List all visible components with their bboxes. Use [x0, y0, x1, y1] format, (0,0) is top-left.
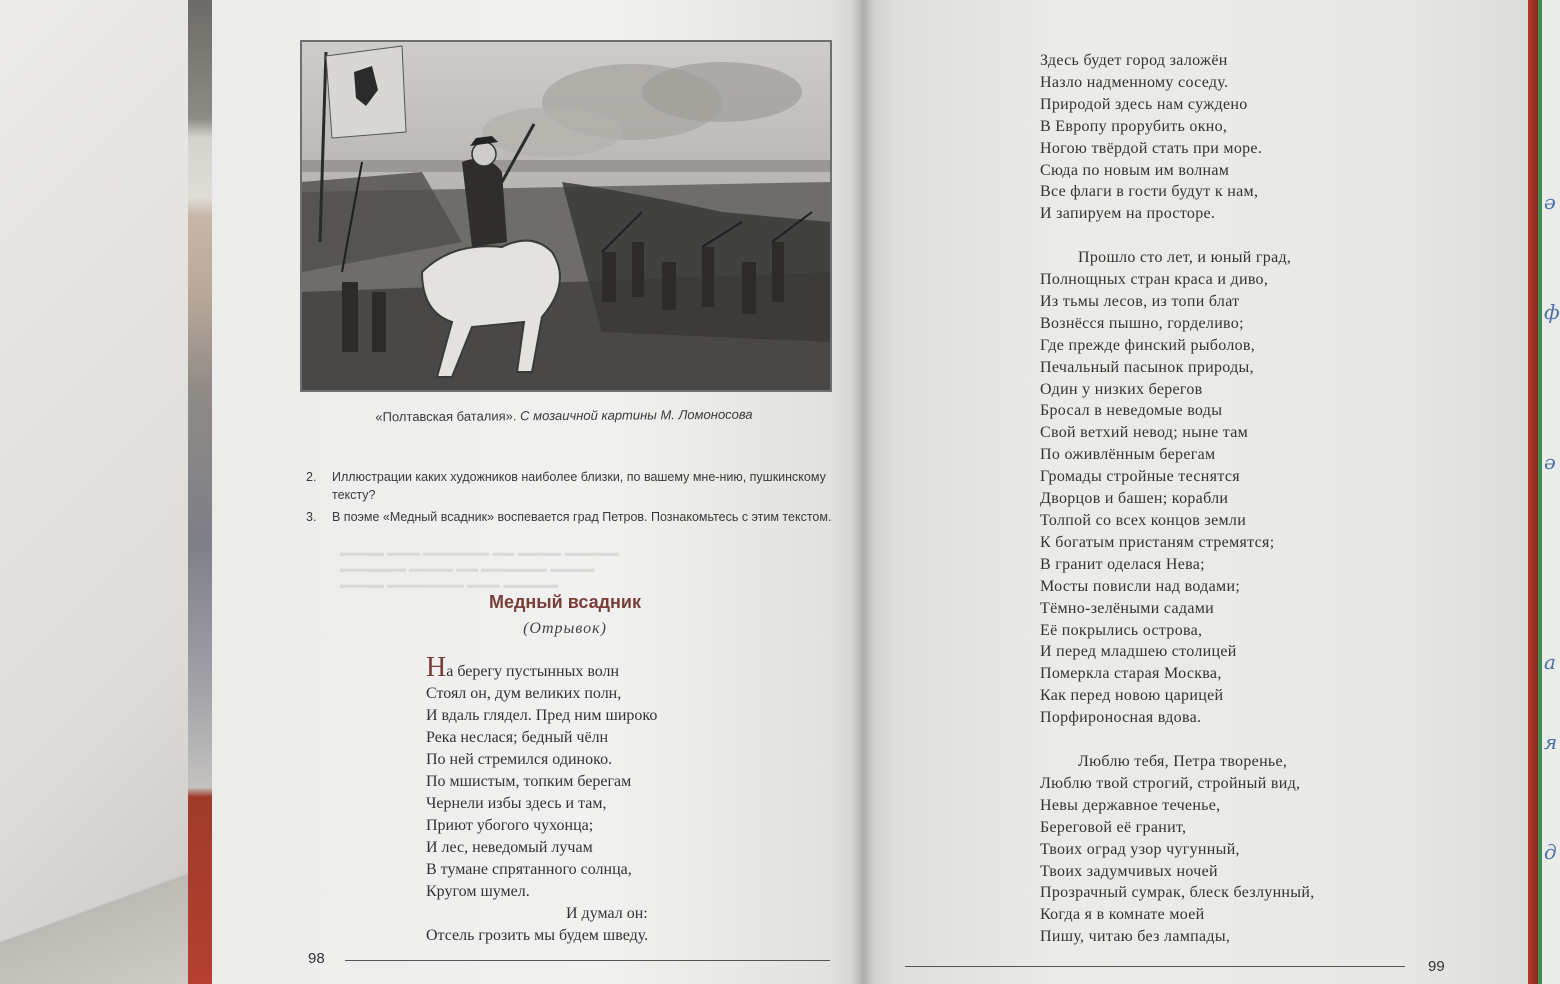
poem-line: Приют убогого чухонца; [426, 817, 594, 834]
poem-line: Где прежде финский рыболов, [1040, 336, 1256, 354]
poem-line: И перед младшею столицей [1040, 643, 1237, 661]
poem-line: Природой здесь нам суждено [1040, 95, 1248, 113]
question-number: 2. [306, 470, 317, 484]
drop-cap: Н [426, 652, 447, 683]
poem-left-column [426, 652, 786, 947]
poem-line: На берегу пустынных волн [426, 652, 620, 683]
poem-line: Твоих задумчивых ночей [1040, 862, 1218, 880]
poem-line: Ногою твёрдой стать при море. [1040, 139, 1263, 157]
poem-line: Пишу, читаю без лампады, [1040, 928, 1231, 946]
poem-line: Когда я в комнате моей [1040, 906, 1205, 924]
poem-right-column [1040, 50, 1460, 948]
handwriting-mark: я [1544, 730, 1558, 754]
poem-line: Люблю тебя, Петра творенье, [1078, 752, 1288, 770]
battle-illustration [300, 40, 832, 392]
desk-surface [0, 0, 200, 984]
poem-line: Как перед новою царицей [1040, 687, 1224, 705]
poem-line: Один у низких берегов [1040, 380, 1203, 398]
poem-line: Мосты повисли над водами; [1040, 577, 1241, 595]
footer-rule-left [345, 960, 830, 961]
caption-title: «Полтавская баталия». [375, 408, 517, 425]
poem-line: По оживлённым берегам [1040, 446, 1216, 464]
poem-line: Стоял он, дум великих полн, [426, 685, 622, 702]
poem-line: И запируем на просторе. [1040, 205, 1216, 223]
poem-line: Печальный пасынок природы, [1040, 358, 1254, 376]
question-text: В поэме «Медный всадник» воспевается град Петров. Познакомьтесь с этим текстом. [332, 510, 832, 524]
poem-line: Дворцов и башен; корабли [1040, 490, 1229, 508]
handwriting-mark: д [1544, 840, 1557, 864]
book-cover-edge [188, 0, 214, 984]
poem-line: Вознёсся пышно, горделиво; [1040, 314, 1244, 332]
question-number: 3. [306, 510, 317, 524]
poem-line: Кругом шумел. [426, 883, 530, 900]
poem-line: И лес, неведомый лучам [426, 839, 593, 856]
poem-line: Тёмно-зелёными садами [1040, 599, 1215, 617]
poem-line: Померкла старая Москва, [1040, 665, 1222, 683]
poem-line: По ней стремился одиноко. [426, 751, 613, 768]
question-3 [306, 508, 834, 544]
poem-line: Все флаги в гости будут к нам, [1040, 183, 1259, 201]
poem-line: Назло надменному соседу. [1040, 73, 1229, 91]
poem-line: Толпой со всех концов земли [1040, 512, 1247, 530]
show-through-text: ▬▬▬▬ ▬▬▬ ▬▬▬▬▬▬ ▬▬ ▬▬▬▬ ▬▬▬▬▬ ▬▬▬▬▬▬ ▬▬▬▬ ▬▬ ▬▬▬▬▬▬ ▬▬▬▬ ▬▬▬▬ ▬▬▬▬▬▬▬ ▬▬▬ ▬▬▬▬▬ [340, 547, 620, 591]
handwriting-mark: ф [1544, 300, 1560, 324]
poem-title: Медный всадник [489, 592, 641, 612]
poem-line: Прозрачный сумрак, блеск безлунный, [1040, 884, 1315, 902]
poem-line: Береговой её гранит, [1040, 818, 1187, 836]
question-2 [306, 468, 834, 504]
book-spine [852, 0, 874, 984]
notebook-edge [1538, 0, 1560, 984]
poem-line: Прошло сто лет, и юный град, [1078, 249, 1292, 267]
page-number-left: 98 [308, 950, 325, 967]
handwriting-mark: а [1544, 650, 1556, 674]
question-text: Иллюстрации каких художников наиболее близки, по вашему мне-нию, пушкинскому тексту? [332, 470, 826, 502]
footer-rule-right [905, 966, 1405, 967]
handwriting-mark: ә [1544, 190, 1556, 214]
poem-line: Свой ветхий невод; ныне там [1040, 424, 1249, 442]
poem-line: Из тьмы лесов, из топи блат [1040, 292, 1240, 310]
page-number-right: 99 [1428, 958, 1445, 975]
poem-line: Твоих оград узор чугунный, [1040, 840, 1240, 858]
poem-line: И вдаль глядел. Пред ним широко [426, 707, 658, 724]
poem-line: Река неслася; бедный чёлн [426, 729, 609, 746]
poem-line: Её покрылись острова, [1040, 621, 1203, 639]
poem-line: Бросал в неведомые воды [1040, 402, 1223, 420]
book-cover-right [1528, 0, 1538, 984]
poem-line: В гранит оделася Нева; [1040, 555, 1205, 573]
poem-line: И думал он: [566, 905, 648, 922]
poem-line: В Европу прорубить окно, [1040, 117, 1228, 135]
poem-line: Полнощных стран краса и диво, [1040, 271, 1269, 289]
poem-line: Сюда по новым им волнам [1040, 161, 1230, 179]
poem-line: Чернели избы здесь и там, [426, 795, 607, 812]
poem-line: Громады стройные теснятся [1040, 468, 1240, 486]
poem-line: В тумане спрятанного солнца, [426, 861, 632, 878]
poem-line: Порфироносная вдова. [1040, 709, 1202, 727]
poem-line: По мшистым, топким берегам [426, 773, 632, 790]
stanza-gap [1040, 729, 1460, 751]
poem-line: Невы державное теченье, [1040, 796, 1221, 814]
stanza-gap [1040, 225, 1460, 247]
poem-line: Отсель грозить мы будем шведу. [426, 927, 649, 944]
handwriting-mark: ә [1544, 450, 1556, 474]
caption-credit: С мозаичной картины М. Ломоносова [520, 406, 753, 424]
poem-line: Здесь будет город заложён [1040, 52, 1228, 69]
poem-line: К богатым пристаням стремятся; [1040, 533, 1275, 551]
poem-subtitle: (Отрывок) [523, 620, 607, 637]
poem-line: Люблю твой строгий, стройный вид, [1040, 774, 1301, 792]
